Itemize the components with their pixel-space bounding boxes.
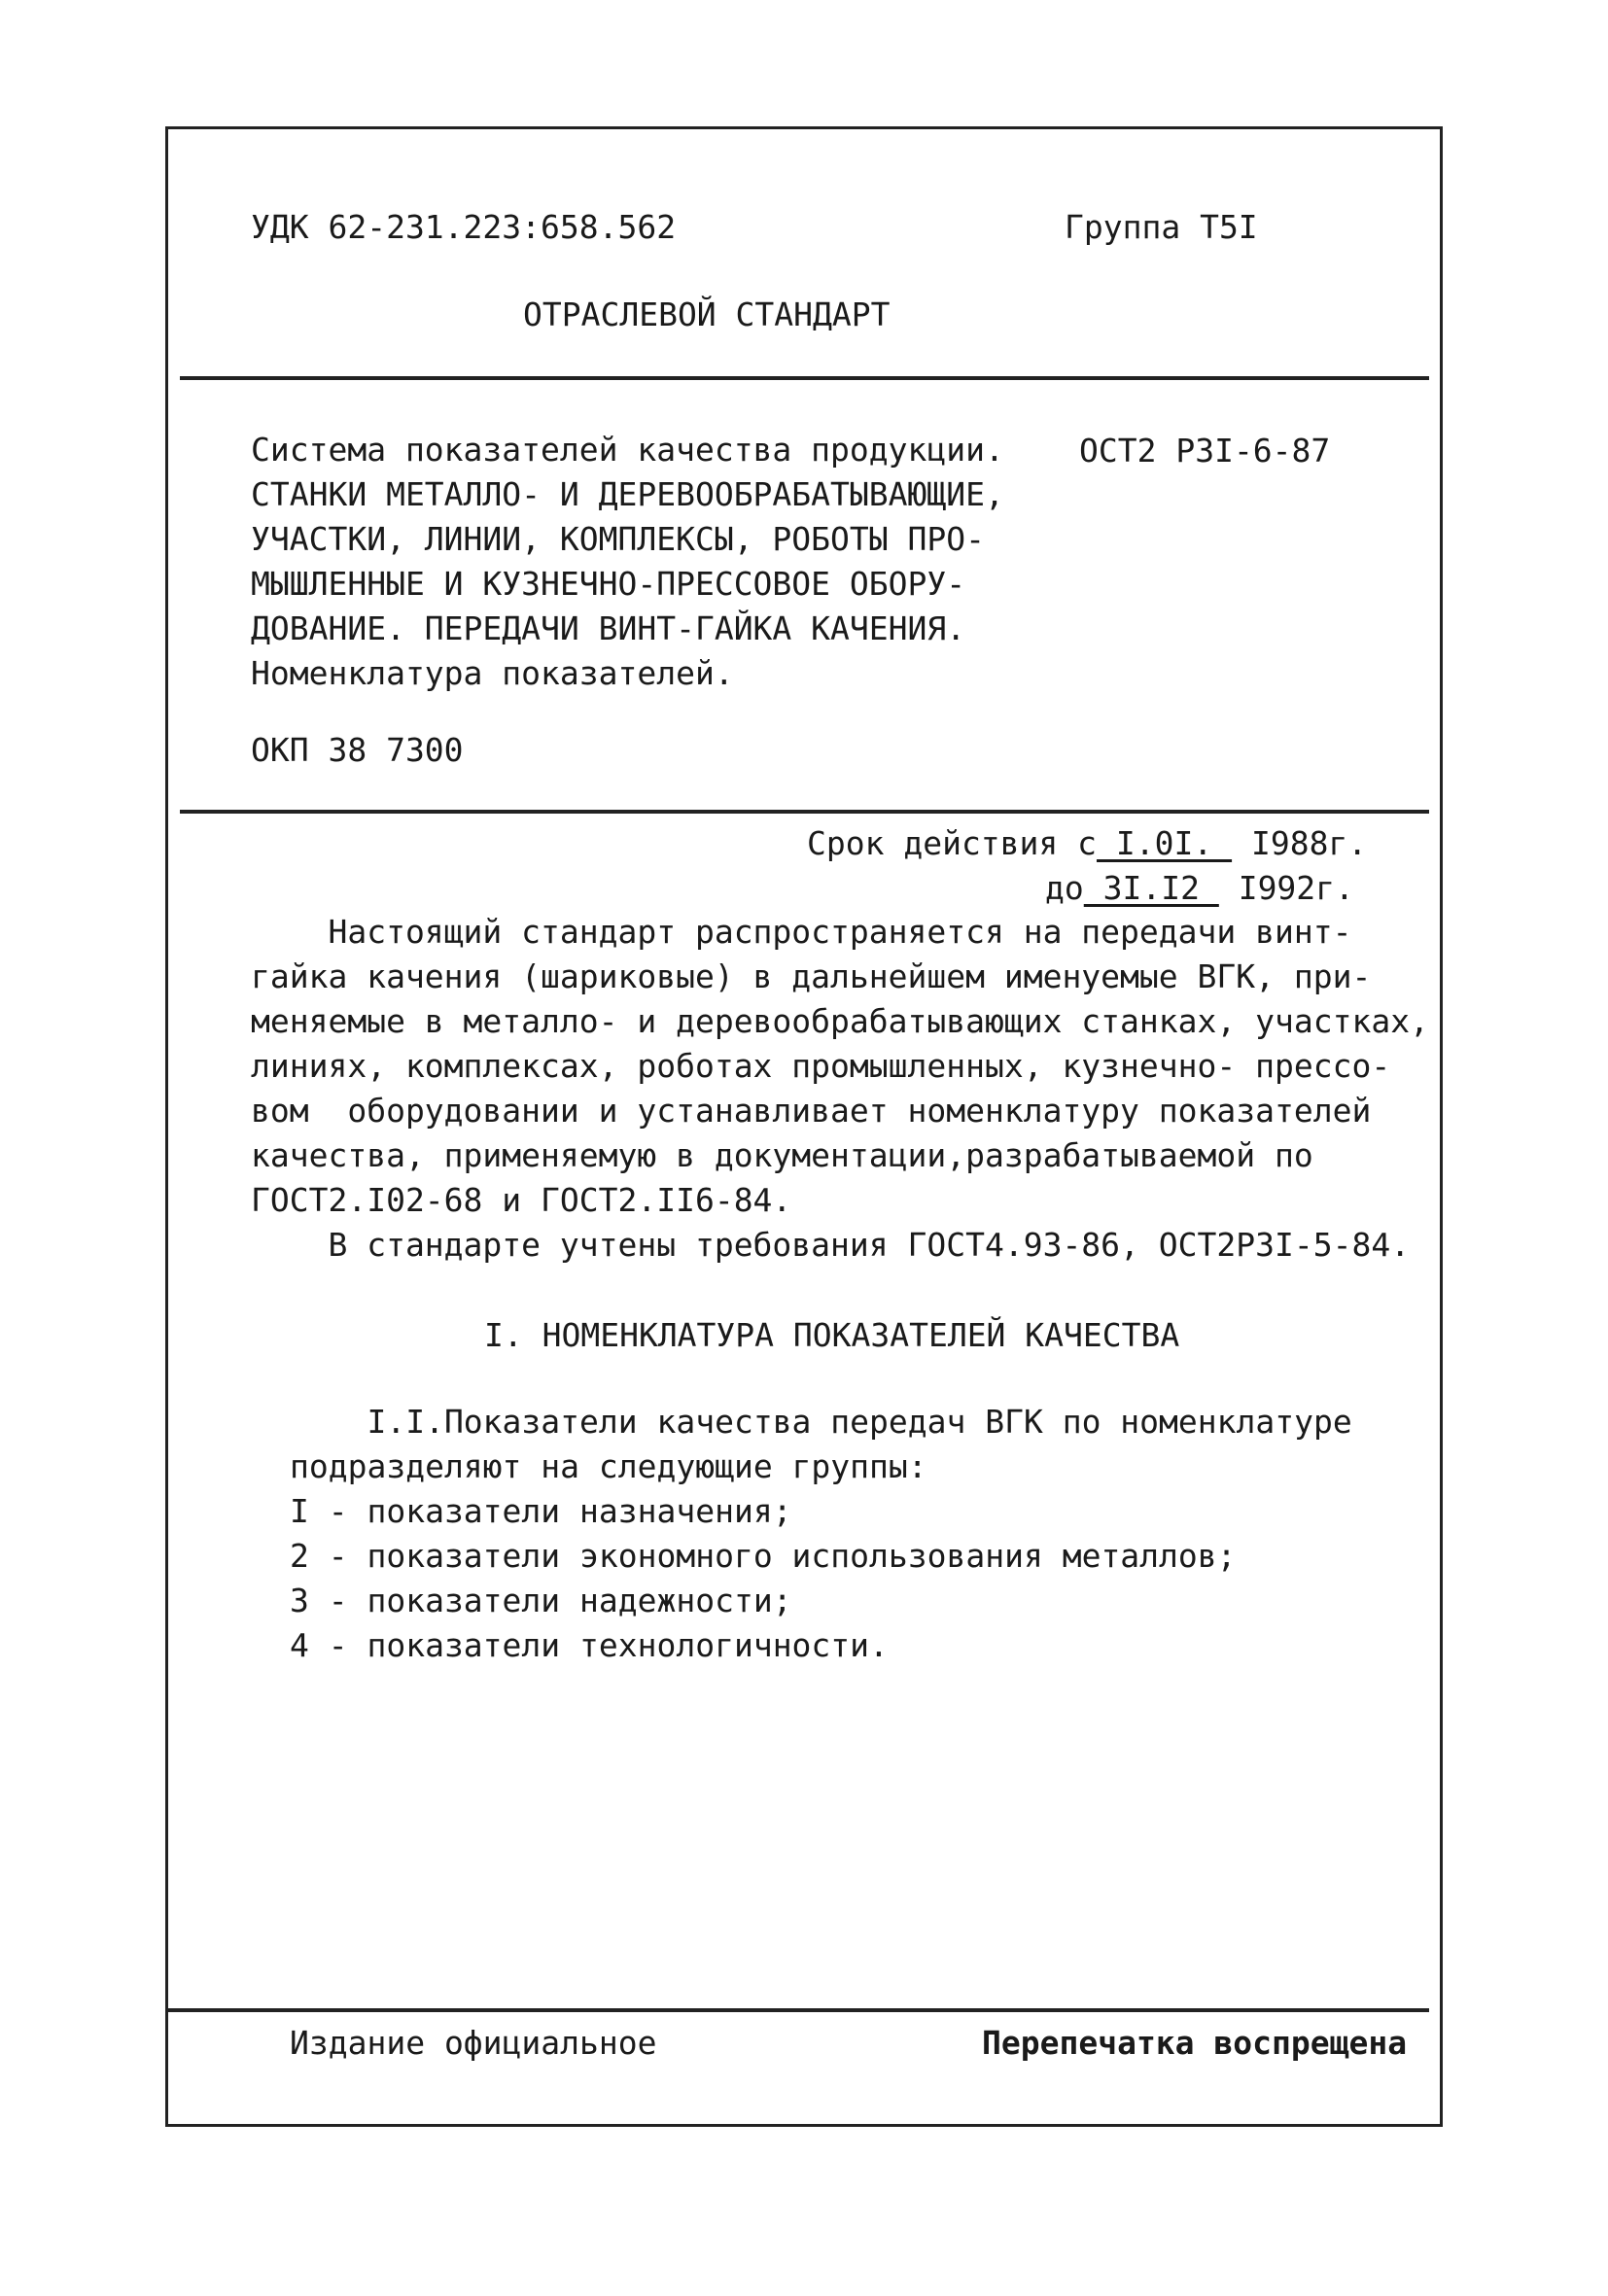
clause-line: подразделяют на следующие группы: [290, 1447, 927, 1485]
udk-code: УДК 62-231.223:658.562 [251, 208, 677, 246]
standard-type-heading: ОТРАСЛЕВОЙ СТАНДАРТ [523, 296, 891, 333]
intro-line: ГОСТ2.I02-68 и ГОСТ2.II6-84. [251, 1181, 792, 1219]
standard-designation: ОСТ2 Р3I-6-87 [1079, 432, 1331, 470]
intro-line: меняемые в металло- и деревообрабатывающих станках, участках, [251, 1002, 1429, 1040]
intro-paragraph [251, 910, 1429, 1268]
reprint-note: Перепечатка воспрещена [982, 2024, 1408, 2062]
intro-line: Настоящий стандарт распространяется на передачи винт- [251, 913, 1352, 951]
validity-to [1045, 865, 1354, 912]
group-item: 3 - показатели надежности; [290, 1582, 792, 1619]
title-line: Номенклатура показателей. [251, 654, 734, 692]
clause-line: I.I.Показатели качества передач ВГК по номенклатуре [290, 1403, 1352, 1441]
validity-from-year: I988г. [1232, 824, 1368, 862]
group-code: Группа T5I [1065, 208, 1258, 246]
title-line: ДОВАНИЕ. ПЕРЕДАЧИ ВИНТ-ГАЙКА КАЧЕНИЯ. [251, 609, 966, 647]
group-item: 2 - показатели экономного использования металлов; [290, 1537, 1237, 1575]
intro-line: гайка качения (шариковые) в дальнейшем именуемые ВГК, при- [251, 957, 1372, 995]
validity-to-year: I992г. [1218, 869, 1354, 907]
title-line: МЫШЛЕННЫЕ И КУЗНЕЧНО-ПРЕССОВОЕ ОБОРУ- [251, 565, 966, 603]
section-heading: I. НОМЕНКЛАТУРА ПОКАЗАТЕЛЕЙ КАЧЕСТВА [484, 1316, 1180, 1354]
header-divider [180, 376, 1429, 380]
validity-to-date: 3I.I2 [1083, 869, 1219, 907]
title-block [251, 428, 1004, 696]
title-line: СТАНКИ МЕТАЛЛО- И ДЕРЕВООБРАБАТЫВАЮЩИЕ, [251, 475, 1004, 513]
validity-from-prefix: Срок действия с [807, 824, 1098, 862]
group-item: 4 - показатели технологичности. [290, 1626, 889, 1664]
clause-1-1 [290, 1400, 1352, 1668]
title-line: Система показателей качества продукции. [251, 431, 1004, 469]
intro-line: вом оборудовании и устанавливает номенклатуру показателей [251, 1092, 1372, 1130]
validity-to-prefix: до [1045, 869, 1084, 907]
edition-note: Издание официальное [290, 2024, 657, 2062]
validity-from-date: I.0I. [1097, 824, 1233, 862]
group-item: I - показатели назначения; [290, 1492, 792, 1530]
intro-line: качества, применяемую в документации,разрабатываемой по [251, 1136, 1313, 1174]
title-divider [180, 810, 1429, 814]
intro-line: линиях, комплексах, роботах промышленных, кузнечно- прессо- [251, 1047, 1391, 1085]
validity-from [807, 820, 1367, 867]
title-line: УЧАСТКИ, ЛИНИИ, КОМПЛЕКСЫ, РОБОТЫ ПРО- [251, 520, 985, 558]
footer-divider [167, 2008, 1429, 2012]
okp-code: ОКП 38 7300 [251, 731, 464, 769]
intro-line: В стандарте учтены требования ГОСТ4.93-86, ОСТ2Р3I-5-84. [251, 1226, 1411, 1264]
